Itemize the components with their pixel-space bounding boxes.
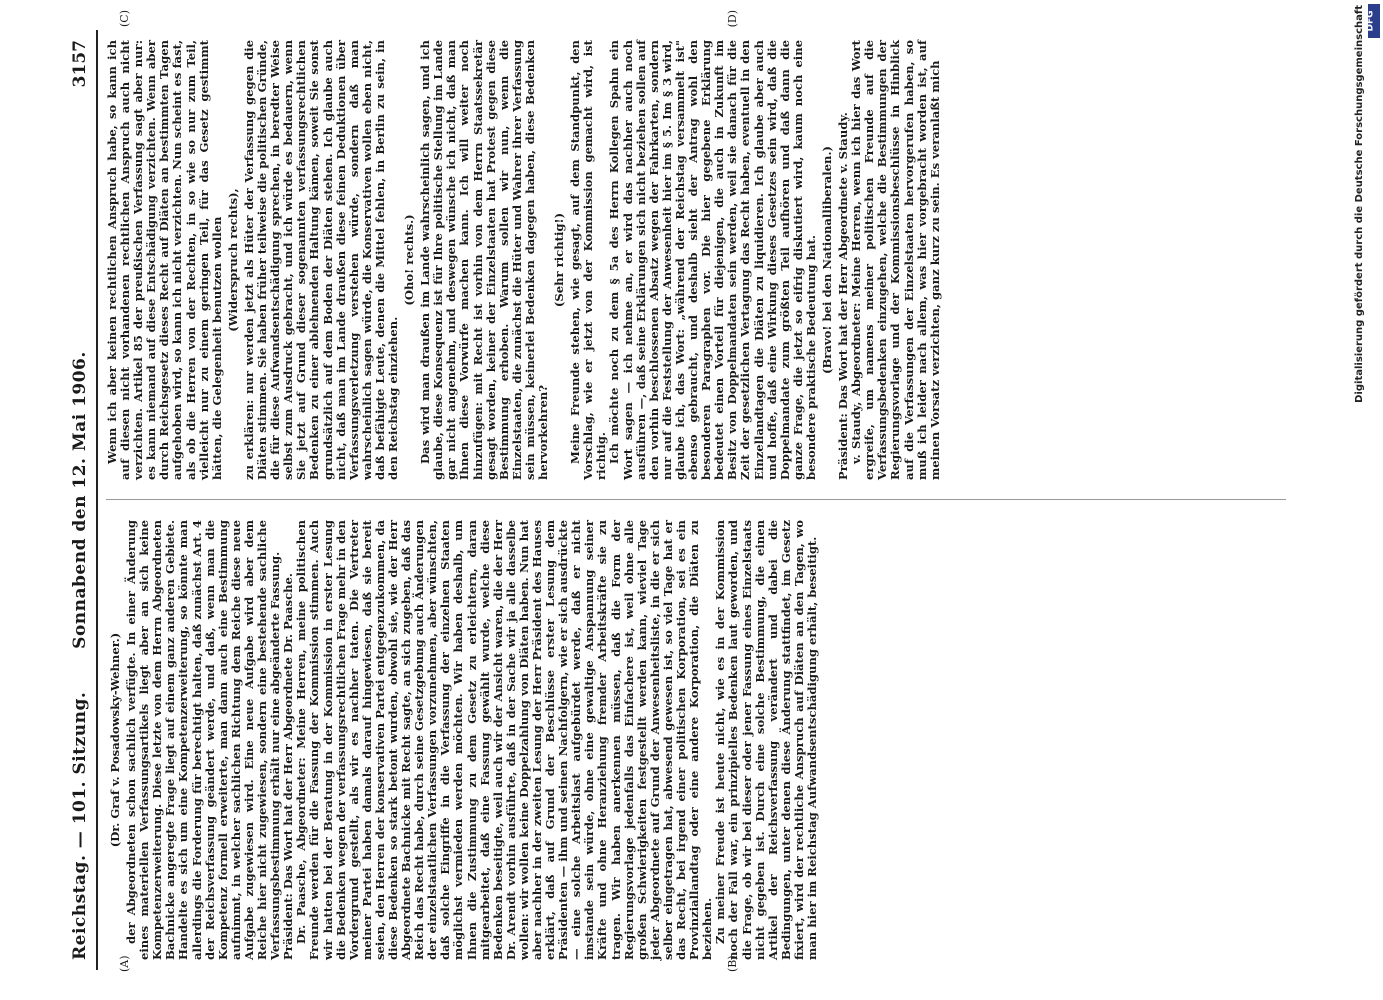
margin-mark-d: (D) xyxy=(726,10,739,28)
margin-mark-a: (A) xyxy=(118,955,131,972)
dfg-logo-text: DFG xyxy=(1365,10,1376,32)
margin-mark-c: (C) xyxy=(118,10,131,27)
header-left: Reichstag. — 101. Sitzung. xyxy=(70,691,90,960)
paragraph: Ich möchte noch zu dem § 5a des Herrn Kollegen Spahn ein Wort sagen — ich nehme an, er wird das nachher auch noch ausführen —, daß seine Erklärungen sich nicht beziehen sollen auf den vorhin beschlossenen Absatz wegen der Fahrkarten, sondern nur auf die Feststellung der Anwesenheit hier im § 5. Im § 3 wird, glaube ich, das Wort: „während der Reichstag versammelt ist" ebenso gebraucht, und deshalb sieht der Antrag wohl den besonderen Paragraphen vor. Die hier gegebene Erklärung bedeutet einen Vorteil für diejenigen, die auch in Zukunft im Besitz von Doppelmandaten sein werden, weil sie danach für die Zeit der gesetzlichen Vertagung das Recht haben, eventuell in den Einzellandtagen die Diäten zu liquidieren. Ich glaube aber auch und hoffe, daß eine Wirkung dieses Gesetzes sein wird, daß die Doppelmandate zum größten Teil aufhören und daß dann die ganze Frage, die jetzt so eifrig diskutiert wird, kaum noch eine besondere praktische Bedeutung hat. xyxy=(607,40,818,480)
header-date: Sonnabend den 12. Mai 1906. xyxy=(70,351,90,649)
running-header xyxy=(66,30,94,970)
paragraph: zu erklären: nur werden jetzt als Hüter der Verfassung gegen die Diäten stimmen. Sie haben früher teilweise die politischen Gründe, die für diese Aufwandsentschädigung sprechen, in beredter Weise selbst zum Ausdruck gebracht, und ich würde es bedauern, wenn Sie jetzt auf Grund dieser sogenannten verfassungsrechtlichen Bedenken zu einer ablehnenden Haltung kämen, soweit Sie sonst grundsätzlich auf dem Boden der Diäten stehen. Ich glaube auch nicht, daß man im Lande draußen diese feinen Deduktionen über Verfassungsverletzung verstehen würde, sondern daß man wahrscheinlich sagen würde, die Konservativen wollen eben nicht, daß befähigte Leute, denen die Mittel fehlen, in Berlin zu sein, in den Reichstag einziehen. xyxy=(241,40,400,480)
paragraph: Präsident: Das Wort hat der Herr Abgeordnete Dr. Paasche. xyxy=(281,573,296,960)
rotated-document-page xyxy=(66,10,1306,972)
interjection: (Bravo! bei den Nationalliberalen.) xyxy=(819,146,834,374)
paragraph: Präsident: Das Wort hat der Herr Abgeordnete v. Staudy. xyxy=(836,112,851,480)
header-rule xyxy=(96,30,98,970)
digitization-note xyxy=(1354,0,1380,1000)
interjection: (Dr. Graf v. Posadowsky-Wehner.) xyxy=(108,632,122,848)
right-column xyxy=(106,40,942,480)
interjection: (Widerspruch rechts), xyxy=(225,188,240,332)
paragraph: v. Staudy, Abgeordneter: Meine Herren, wenn ich hier das Wort ergreife, um namens meiner politischen Freunde auf die Verfassungsbedenken einzugehen, welche die Bestimmungen der Regierungsvorlage und der Kommissionsbeschlüsse in Hinblick auf die Verfassungen der Einzelstaaten hervorgerufen haben, so muß ich leider nach allem, was hier vorgebracht worden ist, auf meinen Vorsatz verzichten, ganz kurz zu sein. Es veranlaßt mich xyxy=(849,40,942,480)
page-number: 3157 xyxy=(70,40,90,88)
margin-mark-b: (B) xyxy=(726,955,739,972)
dfg-logo xyxy=(1365,4,1380,38)
left-column xyxy=(106,520,819,960)
paragraph: Dr. Paasche, Abgeordneter: Meine Herren, meine politischen Freunde werden für die Fassung der Kommission stimmen. Auch wir hatten bei der Beratung in der Kommission in erster Lesung die Bedenken wegen der verfassungsrechtlichen Frage mehr in den Vordergrund gestellt, als wir es nachher taten. Die Vertreter meiner Partei haben damals darauf hingewiesen, daß sie bereit seien, den Herren der konservativen Partei entgegenzukommen, da diese Bedenken so stark betont wurden, obwohl sie, wie der Herr Abgeordnete Bachnicke mit Recht sagte, an sich zugeben, daß das Reich das Recht habe, durch seine Gesetzgebung auch Änderungen der einzelstaatlichen Verfassungen vorzunehmen, aber wünschten, daß solche Eingriffe in die Verfassung der einzelnen Staaten möglichst vermieden werden möchten. Wir haben deshalb, um Ihnen die Zustimmung zu dem Gesetz zu erleichtern, daran mitgearbeitet, daß eine Fassung gewählt wurde, welche diese Bedenken beseitigte, weil auch wir der Ansicht waren, die der Herr Dr. Arendt vorhin ausführte, daß in der Sache wir ja alle dasselbe wollen: wir wollen keine Doppelzahlung von Diäten haben. Nun hat aber nachher in der zweiten Lesung der Herr Präsident des Hauses erklärt, daß auf Grund der Beschlüsse erster Lesung dem Präsidenten — ihm und seinen Nachfolgern, wie er sich ausdrückte — eine solche Arbeitslast aufgebürdet werde, daß er nicht imstande sein würde, ohne eine gewaltige Anspannung seiner Kräfte und ohne Heranziehung fremder Arbeitskräfte sie zu tragen. Wir haben anerkennen müssen, daß die Form der Regierungsvorlage jedenfalls das Einfachere ist, weil ohne alle großen Schwierigkeiten festgestellt werden kann, wieviel Tage jeder Abgeordnete auf Grund der Anwesenheitsliste, in die er sich selber eingetragen hat, abwesend gewesen ist, so viel Tage hat er das Recht, bei irgend einer politischen Korporation, sei es ein Provinziallandtag oder eine andere Korporation, die Diäten zu beziehen. xyxy=(294,520,715,960)
digitization-text: Digitalisierung gefördert durch die Deutsche Forschungsgemeinschaft xyxy=(1354,5,1365,403)
paragraph: Zu meiner Freude ist heute nicht, wie es in der Kommission noch der Fall war, ein prinzipielles Bedenken laut geworden, und die Frage, ob wir bei dieser oder jener Fassung eines Einzelstaats nicht gegeben ist. Durch eine solche Bestimmung, die einen Artikel der Reichsverfassung verändert und dabei die Bedingungen, unter denen diese Änderung stattfindet, im Gesetz fixiert, wird der rechtliche Anspruch auf Diäten an den Tagen, wo man hier im Reichstag Aufwandsentschädigung erhält, beseitigt. xyxy=(713,520,819,960)
column-divider xyxy=(106,499,1286,500)
paragraph: Wenn ich aber keinen rechtlichen Anspruch habe, so kann ich auf diesen nicht vorhandenen rechtlichen Anspruch auch nicht verzichten. Artikel 85 der preußischen Verfassung sagt aber nur: es kann niemand auf diese Entschädigung verzichten. Wenn aber durch Reichsgesetz dieses Recht auf Diäten an bestimmten Tagen aufgehoben wird, so kann ich nicht verzichten. Nun scheint es fast, als ob die Herren von der Rechten, in so wie so nur zum Teil, vielleicht nur zu einem geringen Teil, für das Gesetz gestimmt hätten, die Gelegenheit benutzen wollen xyxy=(105,40,224,480)
interjection: (Oho! rechts.) xyxy=(402,214,417,306)
interjection: (Sehr richtig!) xyxy=(552,212,567,308)
paragraph: Das wird man draußen im Lande wahrscheinlich sagen, und ich glaube, diese Konsequenz ist für Ihre politische Stellung im Lande gar nicht angenehm, und deswegen wünsche ich nicht, daß man Ihnen diese Vorwürfe machen kann. Ich will weiter noch hinzufügen: mit Recht ist vorhin von dem Herrn Staatssekretär gesagt worden, keiner der Einzelstaaten hat Protest gegen diese Bestimmung erhoben. Warum sollen wir nun, wenn die Einzelstaaten, die zunächst die Hüter und Wahrer ihrer Verfassung sein müssen, keinerlei Bedenken dagegen haben, diese Bedenken hervorkehren? xyxy=(418,40,550,480)
paragraph: der Abgeordneten schon sachlich verfügte. In einer Änderung eines materiellen Verfassungsartikels liegt aber an sich keine Kompetenzerweiterung. Diese letzte von dem Herrn Abgeordneten Bachnicke angeregte Frage liegt auf einem ganz anderen Gebiete. Handelte es sich um eine Kompetenzerweiterung, so könnte man allerdings die Forderung für berechtigt halten, daß zunächst Art. 4 der Reichsverfassung geändert werde, und daß, wenn man die Kompetenz formell erweiterte, man dann auch eine Bestimmung aufnimmt, in welcher sachlichen Richtung dem Reiche diese neue Aufgabe zugewiesen wird. Eine neue Aufgabe wird aber dem Reiche hier nicht zugewiesen, sondern eine bestehende sachliche Verfassungsbestimmung erhält nur eine abgeänderte Fassung. xyxy=(124,520,283,960)
paragraph: Meine Freunde stehen, wie gesagt, auf dem Standpunkt, den Vorschlag, wie er jetzt von der Kommission gemacht wird, ist richtig. xyxy=(568,40,609,480)
